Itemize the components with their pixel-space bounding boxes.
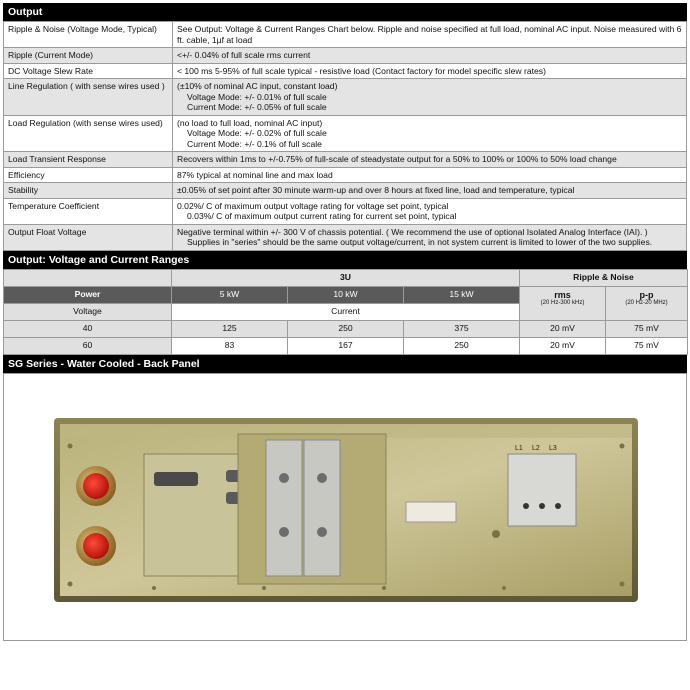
spec-label: Temperature Coefficient — [4, 198, 173, 224]
ranges-header: Output: Voltage and Current Ranges — [3, 251, 687, 269]
row-40-current-10kw: 250 — [288, 320, 404, 337]
spec-line: 87% typical at nominal line and max load — [177, 169, 333, 180]
spec-line: < 100 ms 5-95% of full scale typical - resistive load (Contact factory for model specific slew rates) — [177, 65, 546, 76]
serial-label — [406, 502, 456, 522]
power-5kw: 5 kW — [172, 286, 288, 303]
pp-header — [606, 286, 688, 320]
spec-row — [4, 115, 687, 152]
row-60-pp: 75 mV — [606, 337, 688, 354]
row-60-rms: 20 mV — [520, 337, 606, 354]
spec-row — [4, 167, 687, 183]
row-40-voltage: 40 — [4, 320, 172, 337]
spec-row — [4, 183, 687, 199]
row-40-current-5kw: 125 — [172, 320, 288, 337]
spec-line: Negative terminal within +/- 300 V of chassis potential. ( We recommend the use of optional Isolated Analog Interface (IAI). ) — [177, 226, 648, 237]
spec-line: 0.02%/ C of maximum output voltage rating for voltage set point, typical — [177, 200, 449, 211]
terminal-label-l1: L1 — [515, 444, 523, 452]
spec-label: Ripple & Noise (Voltage Mode, Typical) — [4, 22, 173, 48]
analog-connector — [154, 472, 198, 486]
power-label: Power — [4, 286, 172, 303]
spec-label: Stability — [4, 183, 173, 199]
output-spec-table — [3, 21, 687, 251]
spec-label: Ripple (Current Mode) — [4, 48, 173, 64]
rms-label: rms — [554, 289, 571, 300]
spec-line: Voltage Mode: +/- 0.01% of full scale — [187, 91, 327, 102]
spec-line: See Output: Voltage & Current Ranges Chart below. Ripple and noise specified at full load, nominal AC input. Noise measured with 6 ft. cable, 1µf at load — [177, 24, 682, 45]
rms-header — [520, 286, 606, 320]
power-10kw: 10 kW — [288, 286, 404, 303]
spec-line: Current Mode: +/- 0.05% of full scale — [187, 102, 327, 112]
spec-line: Current Mode: +/- 0.1% of full scale — [187, 138, 322, 149]
spec-line: Voltage Mode: +/- 0.02% of full scale — [187, 128, 327, 138]
row-40-rms: 20 mV — [520, 320, 606, 337]
spec-value — [173, 48, 687, 64]
spec-line: Supplies in "series" should be the same output voltage/current, in not system current is limited to lower of the two supplies. — [187, 237, 653, 247]
water-outlet-fitting — [76, 466, 116, 506]
row-40-pp: 75 mV — [606, 320, 688, 337]
spec-row — [4, 198, 687, 224]
spec-value — [173, 63, 687, 79]
spec-value — [173, 224, 687, 250]
spec-value — [173, 22, 687, 48]
terminal-label-l3: L3 — [549, 444, 557, 452]
spec-row — [4, 224, 687, 250]
rms-sub: (20 Hz-300 kHz) — [540, 299, 585, 306]
ranges-table — [3, 269, 688, 355]
spec-line: (±10% of nominal AC input, constant load) — [177, 81, 338, 91]
row-60-current-5kw: 83 — [172, 337, 288, 354]
ranges-corner — [4, 269, 172, 286]
back-panel-illustration — [4, 374, 686, 638]
row-60-current-15kw: 250 — [404, 337, 520, 354]
spec-label: Output Float Voltage — [4, 224, 173, 250]
spec-value — [173, 167, 687, 183]
spec-value — [173, 79, 687, 116]
spec-line: ±0.05% of set point after 30 minute warm-up and over 8 hours at fixed line, load and temperature, typical — [177, 185, 575, 195]
output-bus-bars — [238, 434, 386, 584]
pp-label: p-p — [639, 289, 654, 300]
spec-row — [4, 22, 687, 48]
ac-input-terminal — [508, 445, 576, 526]
spec-row — [4, 63, 687, 79]
spec-line: Recovers within 1ms to +/-0.75% of full-scale of steadystate output for a 50% to 100% or 100% to 50% load change — [177, 154, 617, 164]
spec-row — [4, 152, 687, 168]
spec-value — [173, 115, 687, 152]
group-3u: 3U — [172, 269, 520, 286]
spec-value — [173, 198, 687, 224]
pp-sub: (20 Hz-20 MHz) — [625, 299, 668, 306]
water-inlet-fitting — [76, 526, 116, 566]
spec-row — [4, 48, 687, 64]
spec-sheet — [3, 3, 687, 641]
spec-label: Line Regulation ( with sense wires used ) — [4, 79, 173, 116]
row-60-voltage: 60 — [4, 337, 172, 354]
spec-label: Load Regulation (with sense wires used) — [4, 115, 173, 152]
spec-label: DC Voltage Slew Rate — [4, 63, 173, 79]
power-15kw: 15 kW — [404, 286, 520, 303]
spec-line: <+/- 0.04% of full scale rms current — [177, 50, 311, 60]
back-panel-photo — [3, 373, 687, 641]
spec-label: Efficiency — [4, 167, 173, 183]
spec-row — [4, 79, 687, 116]
spec-value — [173, 183, 687, 199]
terminal-label-l2: L2 — [532, 444, 540, 452]
output-header: Output — [3, 3, 687, 21]
spec-line: 0.03%/ C of maximum output current rating for current set point, typical — [187, 211, 457, 221]
spec-value — [173, 152, 687, 168]
row-40-current-15kw: 375 — [404, 320, 520, 337]
spec-line: (no load to full load, nominal AC input) — [177, 117, 323, 128]
row-60-current-10kw: 167 — [288, 337, 404, 354]
panel-header: SG Series - Water Cooled - Back Panel — [3, 355, 687, 373]
current-label: Current — [172, 303, 520, 320]
ground-stud-icon — [492, 530, 500, 538]
group-ripple: Ripple & Noise — [520, 269, 688, 286]
spec-label: Load Transient Response — [4, 152, 173, 168]
voltage-label: Voltage — [4, 303, 172, 320]
